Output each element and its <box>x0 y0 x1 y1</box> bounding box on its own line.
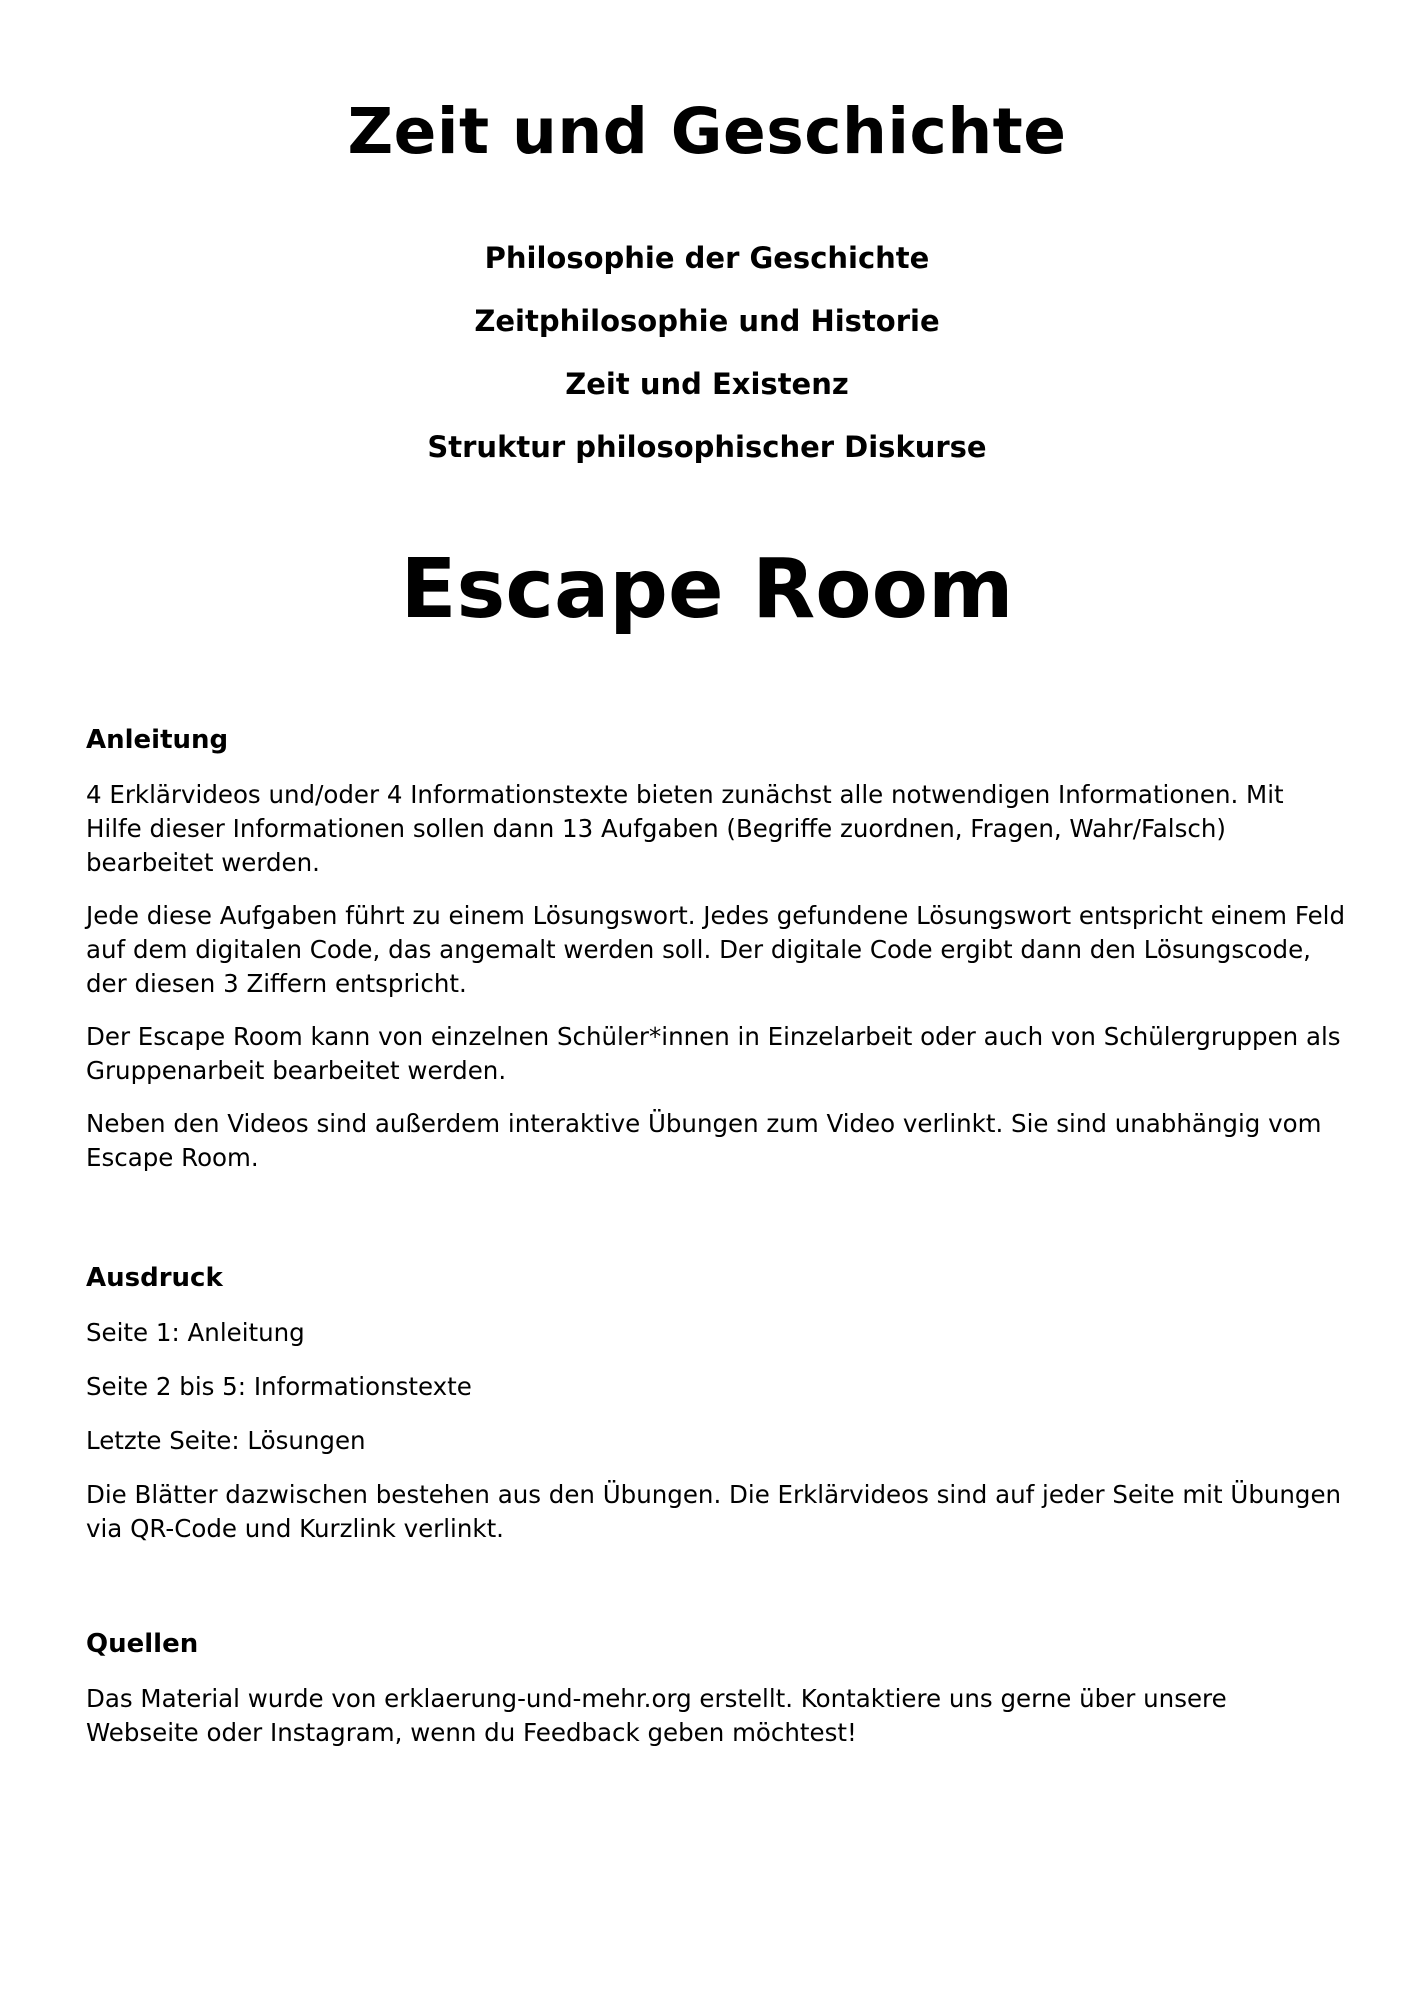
section-heading: Ausdruck <box>86 1263 223 1293</box>
section-heading: Quellen <box>86 1629 199 1659</box>
subtitle-3: Zeit und Existenz <box>565 367 849 401</box>
paragraph: Der Escape Room kann von einzelnen Schüler*innen in Einzelarbeit oder auch von Schülergruppen als Gruppenarbeit bearbeitet werden. <box>86 1022 1341 1085</box>
paragraph: Die Blätter dazwischen bestehen aus den Übungen. Die Erklärvideos sind auf jeder Seite mit Übungen via QR-Code und Kurzlink verlinkt. <box>86 1480 1342 1543</box>
subtitle-2: Zeitphilosophie und Historie <box>474 304 940 338</box>
paragraph: 4 Erklärvideos und/oder 4 Informationstexte bieten zunächst alle notwendigen Informationen. Mit Hilfe dieser Informationen sollen dann 13 Aufgaben (Begriffe zuordnen, Fragen, Wahr/Falsch) bearbeitet werden. <box>86 780 1284 877</box>
section-ausdruck <box>86 1261 1346 1546</box>
paragraph: Jede diese Aufgaben führt zu einem Lösungswort. Jedes gefundene Lösungswort entspricht einem Feld auf dem digitalen Code, das angemalt werden soll. Der digitale Code ergibt dann den Lösungscode, der diesen 3 Ziffern entspricht. <box>86 901 1346 998</box>
subtitle-4: Struktur philosophischer Diskurse <box>427 430 987 464</box>
escape-room-title: Escape Room <box>400 542 1014 637</box>
paragraph: Neben den Videos sind außerdem interaktive Übungen zum Video verlinkt. Sie sind unabhängig vom Escape Room. <box>86 1109 1322 1172</box>
paragraph: Seite 1: Anleitung <box>86 1318 305 1347</box>
document-title: Zeit und Geschichte <box>347 95 1067 168</box>
section-heading: Anleitung <box>86 725 229 755</box>
paragraph: Letzte Seite: Lösungen <box>86 1426 366 1455</box>
section-quellen <box>86 1627 1346 1750</box>
subtitle-list <box>0 240 1414 492</box>
paragraph: Seite 2 bis 5: Informationstexte <box>86 1372 472 1401</box>
subtitle-1: Philosophie der Geschichte <box>484 241 930 275</box>
paragraph: Das Material wurde von erklaerung-und-mehr.org erstellt. Kontaktiere uns gerne über unsere Webseite oder Instagram, wenn du Feedback geben möchtest! <box>86 1684 1227 1747</box>
section-anleitung <box>86 723 1346 1175</box>
